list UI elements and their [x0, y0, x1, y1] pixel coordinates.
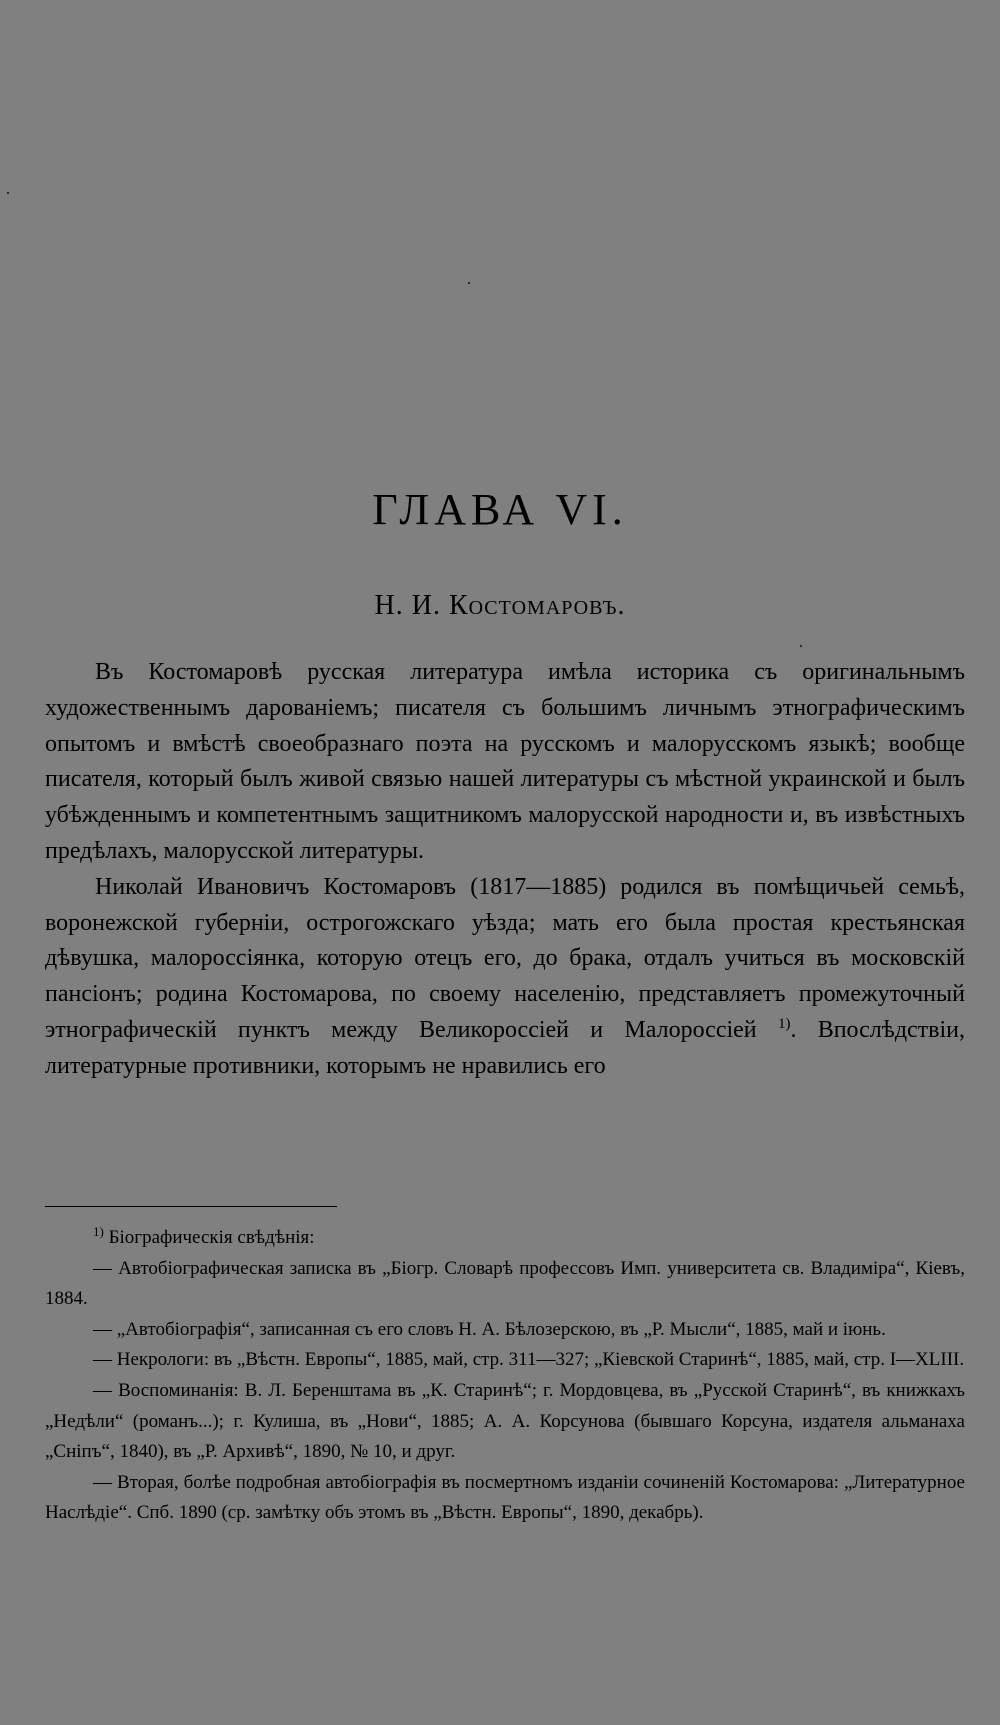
footnote-entry: — Воспоминанія: В. Л. Беренштама въ „К. Старинѣ“; г. Мордовцева, въ „Русской Старинѣ“, въ книжкахъ „Недѣли“ (романъ...); г. Кулиша, въ „Нови“, 1885; А. А. Корсунова (бывшаго Корсуна, издателя альманаха „Снiпъ“, 1840), въ „Р. Архивѣ“, 1890, № 10, и друг. [45, 1379, 965, 1463]
paragraph-2-text: Николай Ивановичъ Костомаровъ (1817—1885) родился въ помѣщичьей семьѣ, воронежской губерніи, острогожскаго уѣзда; мать его была простая крестьянская дѣвушка, малороссіянка, которую отецъ его, до брака, отдалъ учиться въ московскій пансіонъ; родина Костомарова, по своему населенію, представляетъ промежуточный этнографическій пунктъ между Великороссіей и Малороссіей [45, 873, 965, 1043]
main-text [45, 655, 965, 1085]
footnote-divider [45, 1206, 337, 1207]
footnote-marker: 1) [93, 1224, 104, 1239]
footnote-heading-text: Біографическія свѣдѣнія: [108, 1227, 315, 1248]
footnote-entry: — Автобіографическая записка въ „Біогр. Словарѣ профессовъ Имп. университета св. Владиміра“, Кіевъ, 1884. [45, 1257, 965, 1310]
scan-speck [800, 645, 802, 647]
paragraph-2-tail: . Впослѣдствіи, литературные противники, которымъ не нравились его [45, 1016, 966, 1079]
paragraph-2 [45, 870, 965, 1085]
chapter-title: ГЛАВА VI. [372, 485, 628, 534]
footnote-entry: — Некрологи: въ „Вѣстн. Европы“, 1885, май, стр. 311—327; „Кіевской Старинѣ“, 1885, май, стр. I—XLIII. [93, 1349, 965, 1371]
footnote-reference: 1) [777, 1015, 791, 1032]
footnote-entry: — Вторая, болѣе подробная автобіографія въ посмертномъ изданіи сочиненій Костомарова: „Литературное Наслѣдіе“. Спб. 1890 (ср. замѣтку объ этомъ въ „Вѣстн. Европы“, 1890, декабрь). [45, 1471, 965, 1524]
paragraph-1: Въ Костомаровѣ русская литература имѣла историка съ оригинальнымъ художественнымъ дарованіемъ; писателя съ большимъ личнымъ этнографическимъ опытомъ и вмѣстѣ своеобразнаго поэта на русскомъ и малорусскомъ языкѣ; вообще писателя, который былъ живой связью нашей литературы съ мѣстной украинской и былъ убѣжденнымъ и компетентнымъ защитникомъ малорусской народности и, въ извѣстныхъ предѣлахъ, малорусской литературы. [45, 659, 965, 864]
footnotes [45, 1223, 965, 1529]
scan-speck [7, 192, 9, 194]
footnote-entry: — „Автобіографія“, записанная съ его словъ Н. А. Бѣлозерскою, въ „Р. Мысли“, 1885, май и іюнь. [93, 1318, 886, 1340]
author-name: Н. И. Костомаровъ. [374, 590, 626, 621]
author-heading [0, 592, 1000, 620]
footnote-heading [45, 1223, 965, 1254]
scan-speck [468, 282, 470, 284]
